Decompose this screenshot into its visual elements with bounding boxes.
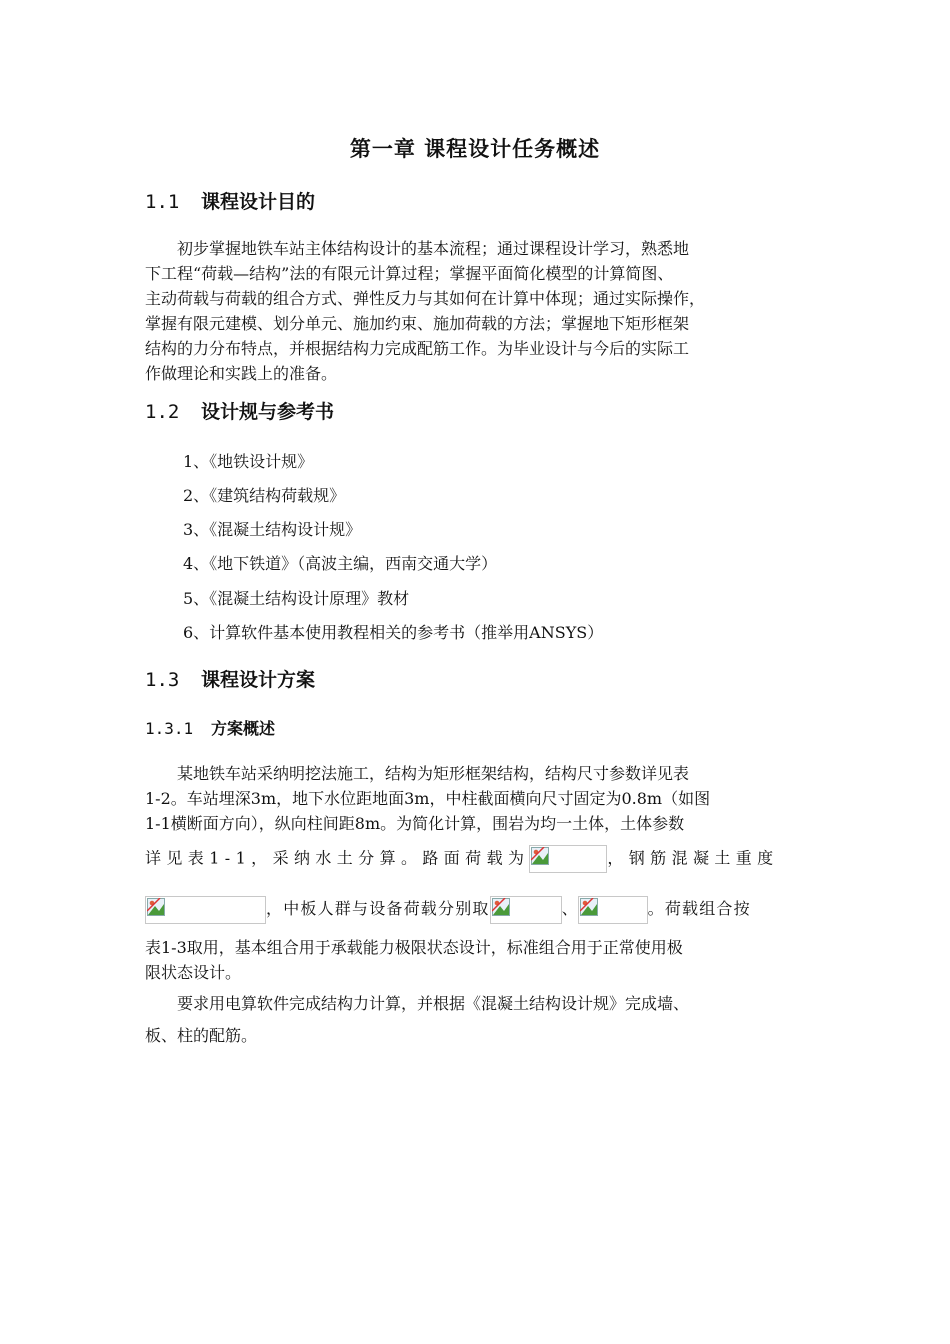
purpose-paragraph (145, 236, 810, 386)
overview-paragraph (145, 761, 810, 836)
section-heading-1-1 (145, 187, 315, 214)
section-title: 课程设计方案 (201, 669, 316, 691)
paragraph-text: 。荷载组合按 (647, 899, 751, 918)
paragraph-line: 要求用电算软件完成结构力计算，并根据《混凝土结构设计规》完成墙、 (145, 994, 690, 1013)
broken-image-icon (492, 898, 510, 916)
reference-item: 6、计算软件基本使用教程相关的参考书（推举用ANSYS） (183, 623, 604, 642)
section-title: 课程设计目的 (201, 191, 316, 213)
paragraph-line: 结构的力分布特点，并根据结构力完成配筋工作。为毕业设计与今后的实际工 (145, 339, 690, 358)
overview-line-with-images (145, 893, 810, 925)
paragraph-text: 、 (561, 899, 578, 918)
broken-image-icon (531, 847, 549, 865)
chapter-title: 第一章 课程设计任务概述 (349, 137, 601, 161)
broken-image-icon (580, 898, 598, 916)
paragraph-line: 板、柱的配筋。 (145, 1026, 258, 1045)
paragraph-line: 1-1横断面方向），纵向柱间距8m。为简化计算，围岩为均一土体，土体参数 (145, 814, 685, 833)
section-heading-1-2 (145, 397, 334, 424)
paragraph-text: 详见表1-1，采纳水土分算。路面荷载为 (145, 848, 530, 868)
paragraph-line: 下工程“荷载—结构”法的有限元计算过程；掌握平面简化模型的计算简图、 (145, 264, 674, 283)
reference-item: 2、《建筑结构荷载规》 (183, 486, 346, 505)
paragraph-line: 1-2。车站埋深3m，地下水位距地面3m，中柱截面横向尺寸固定为0.8m（如图 (145, 789, 711, 808)
paragraph-line: 某地铁车站采纳明挖法施工，结构为矩形框架结构，结构尺寸参数详见表 (145, 764, 690, 783)
paragraph-line: 掌握有限元建模、划分单元、施加约束、施加荷载的方法；掌握地下矩形框架 (145, 314, 690, 333)
section-number: 1.3 (145, 669, 180, 691)
subsection-heading-1-3-1 (145, 716, 275, 739)
broken-image-placeholder (529, 845, 607, 873)
overview-line-with-image (145, 845, 810, 873)
paragraph-line: 表1-3取用，基本组合用于承载能力极限状态设计，标准组合用于正常使用极 (145, 938, 683, 957)
section-heading-1-3 (145, 665, 315, 692)
broken-image-icon (147, 898, 165, 916)
paragraph-line: 作做理论和实践上的准备。 (145, 364, 338, 383)
overview-paragraph-cont (145, 935, 810, 985)
subsection-number: 1.3.1 (145, 719, 194, 738)
reference-item: 4、《地下铁道》（高波主编，西南交通大学） (183, 554, 498, 573)
reference-item: 5、《混凝土结构设计原理》教材 (183, 589, 410, 608)
section-title: 设计规与参考书 (201, 401, 335, 423)
paragraph-line: 限状态设计。 (145, 963, 242, 982)
section-number: 1.1 (145, 191, 180, 213)
reference-item: 1、《地铁设计规》 (183, 452, 314, 471)
broken-image-placeholder (578, 896, 648, 924)
overview-paragraph-req (145, 991, 810, 1048)
section-number: 1.2 (145, 401, 180, 423)
paragraph-line: 主动荷载与荷载的组合方式、弹性反力与其如何在计算中体现；通过实际操作， (145, 289, 706, 308)
paragraph-text: ，中板人群与设备荷载分别取 (266, 899, 490, 918)
paragraph-line: 初步掌握地铁车站主体结构设计的基本流程；通过课程设计学习，熟悉地 (145, 239, 690, 258)
broken-image-placeholder (145, 896, 266, 924)
subsection-title: 方案概述 (211, 719, 276, 738)
broken-image-placeholder (490, 896, 562, 924)
reference-item: 3、《混凝土结构设计规》 (183, 520, 362, 539)
paragraph-text: ，钢筋混凝土重度 (607, 848, 779, 868)
